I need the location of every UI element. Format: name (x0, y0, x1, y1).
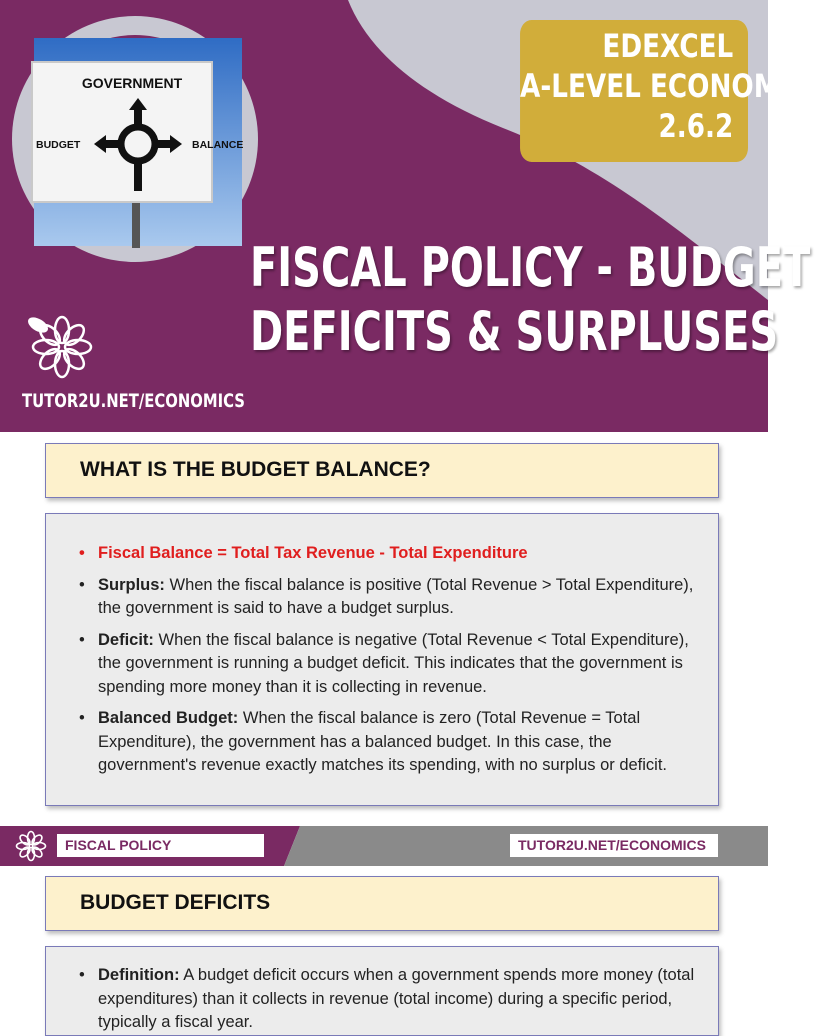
section-heading-text: WHAT IS THE BUDGET BALANCE? (80, 458, 431, 481)
badge-line-exam-board: EDEXCEL (602, 27, 734, 65)
budget-deficits-list (46, 964, 718, 1035)
budget-deficits-content-box (45, 946, 719, 1036)
item-text: A budget deficit occurs when a government spends more money (total expenditures) than it collects in revenue (total income) during a specific period, typically a fiscal year. (98, 966, 695, 1031)
sign-left-label: BUDGET (36, 139, 81, 151)
list-item (46, 707, 718, 778)
section-heading-budget-deficits (45, 876, 719, 931)
list-item (46, 629, 718, 700)
divider-url-text: TUTOR2U.NET/ECONOMICS (518, 837, 706, 853)
formula-item: • Fiscal Balance = Total Tax Revenue - Total Expenditure (46, 542, 718, 566)
title-line-1: FISCAL POLICY - BUDGET (250, 236, 811, 299)
sign-right-label: BALANCE (192, 139, 244, 151)
list-item (46, 574, 718, 621)
item-text: When the fiscal balance is zero (Total Revenue = Total Expenditure), the government has a balanced budget. In this case, the government's revenue exactly matches its spending, with no surplus or deficit. (98, 709, 668, 774)
badge-line-course: A-LEVEL ECONOMICS (520, 67, 828, 105)
page-title (250, 236, 810, 364)
item-text: When the fiscal balance is positive (Total Revenue > Total Expenditure), the government is said to have a budget surplus. (98, 575, 694, 617)
hero-banner (0, 0, 828, 432)
item-term: Surplus: (98, 575, 165, 594)
item-text: When the fiscal balance is negative (Total Revenue < Total Expenditure), the government is running a budget deficit. This indicates that the government is spending more money than it is collecting in revenue. (98, 630, 689, 696)
title-line-2: DEFICITS & SURPLUSES (250, 300, 779, 363)
item-term: Definition: (98, 966, 180, 984)
sign-image (31, 35, 244, 243)
course-badge (520, 20, 828, 162)
badge-line-spec-ref: 2.6.2 (658, 107, 734, 145)
tutor2u-small-logo-icon (12, 830, 46, 862)
roundabout-sign-illustration (34, 38, 242, 246)
section-heading-budget-balance (45, 443, 719, 498)
item-term: Balanced Budget: (98, 709, 239, 727)
divider-url-label (510, 834, 718, 857)
list-item (46, 964, 718, 1035)
sign-top-label: GOVERNMENT (81, 75, 183, 91)
budget-balance-content-box (45, 513, 719, 806)
site-url: TUTOR2U.NET/ECONOMICS (22, 390, 245, 412)
section-heading-text: BUDGET DEFICITS (80, 891, 271, 914)
budget-balance-list (46, 542, 718, 778)
item-term: Deficit: (98, 630, 154, 649)
tutor2u-logo-icon (24, 314, 94, 380)
divider-topic-label (57, 834, 264, 857)
divider-topic-text: FISCAL POLICY (65, 837, 172, 853)
